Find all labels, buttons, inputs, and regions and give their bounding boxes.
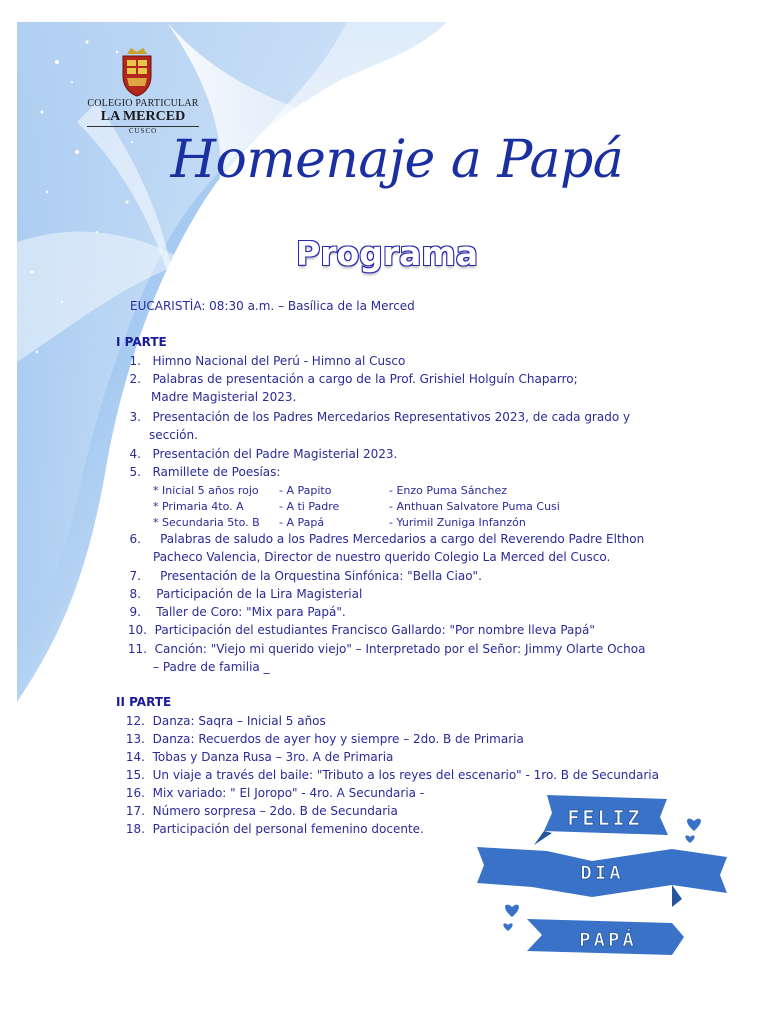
item-text: Presentación de la Orquestina Sinfónica: "Bella Ciao". (160, 569, 482, 583)
list-item (117, 712, 326, 730)
list-item (117, 370, 578, 388)
item-number: 16. (125, 786, 145, 800)
item-number: 10. (127, 623, 147, 637)
item-number: 4. (129, 447, 141, 461)
item-text: Presentación del Padre Magisterial 2023. (152, 447, 398, 461)
list-item (117, 784, 424, 802)
list-item (117, 603, 346, 621)
heart-icon (685, 835, 694, 843)
heart-icon (503, 923, 512, 931)
page-title: Homenaje a Papá (170, 130, 624, 190)
list-item (117, 802, 398, 820)
item-number: 13. (125, 732, 145, 746)
school-name-line2: LA MERCED (100, 109, 186, 124)
item-number: 11. (127, 642, 147, 656)
list-item (117, 730, 524, 748)
item-text: Canción: "Viejo mi querido viejo" – Interpretado por el Señor: Jimmy Olarte Ochoa (154, 642, 646, 656)
poem-reciter: - Yurimil Zuniga Infanzón (389, 516, 526, 529)
list-item (117, 748, 393, 766)
poem-reciter: - Enzo Puma Sánchez (389, 484, 508, 497)
item-number: 5. (129, 465, 141, 479)
item-text-continuation: – Padre de familia _ (153, 660, 270, 674)
list-item (117, 352, 405, 370)
poem-grade: * Primaria 4to. A (153, 500, 244, 513)
item-number: 14. (125, 750, 145, 764)
item-text: Participación del estudiantes Francisco Gallardo: "Por nombre lleva Papá" (154, 623, 595, 637)
item-text: Participación de la Lira Magisterial (156, 587, 363, 601)
item-text: Himno Nacional del Perú - Himno al Cusco (152, 354, 406, 368)
item-number: 8. (129, 587, 141, 601)
list-item (117, 445, 397, 463)
item-text: Mix variado: " El Joropo" - 4ro. A Secundaria - (152, 786, 425, 800)
item-text: Presentación de los Padres Mercedarios Representativos 2023, de cada grado y (152, 410, 631, 424)
item-number: 2. (129, 372, 141, 386)
item-text: Tobas y Danza Rusa – 3ro. A de Primaria (152, 750, 394, 764)
section-heading-part1: I PARTE (116, 335, 167, 349)
item-text: Número sorpresa – 2do. B de Secundaria (152, 804, 398, 818)
item-number: 9. (129, 605, 141, 619)
poem-grade: * Secundaria 5to. B (153, 516, 260, 529)
item-text: Participación del personal femenino docente. (152, 822, 424, 836)
item-text: Ramillete de Poesías: (152, 465, 281, 479)
item-text-continuation: Pacheco Valencia, Director de nuestro querido Colegio La Merced del Cusco. (153, 550, 611, 564)
list-item (117, 820, 424, 838)
item-number: 7. (129, 569, 141, 583)
list-item (117, 640, 645, 658)
ribbon-word-dia: DIA (580, 862, 624, 884)
list-item (117, 530, 644, 548)
page-subtitle: Programa (296, 234, 478, 273)
list-item (117, 766, 659, 784)
item-number: 17. (125, 804, 145, 818)
heart-icon (505, 905, 519, 917)
item-text: Palabras de saludo a los Padres Mercedarios a cargo del Reverendo Padre Elthon (160, 532, 645, 546)
ribbon-word-feliz: FELIZ (567, 806, 643, 830)
item-text-continuation: Madre Magisterial 2023. (151, 390, 297, 404)
poem-title: - A ti Padre (279, 500, 340, 513)
heart-icon (687, 819, 701, 831)
poem-title: - A Papá (279, 516, 325, 529)
section-heading-part2: II PARTE (116, 695, 172, 709)
item-text: Danza: Saqra – Inicial 5 años (152, 714, 326, 728)
program-page (17, 22, 751, 1002)
school-name-city: CUSCO (87, 126, 199, 135)
poem-title: - A Papito (279, 484, 332, 497)
eucaristia-line: EUCARISTÌA: 08:30 a.m. – Basílica de la Merced (130, 299, 415, 313)
list-item (117, 585, 362, 603)
ribbon-word-papa: PAPÁ (579, 929, 637, 951)
item-number: 1. (129, 354, 141, 368)
item-text: Taller de Coro: "Mix para Papá". (156, 605, 346, 619)
school-crest-logo (117, 46, 157, 98)
item-text: Palabras de presentación a cargo de la Prof. Grishiel Holguín Chaparro; (152, 372, 578, 386)
poem-reciter: - Anthuan Salvatore Puma Cusi (389, 500, 560, 513)
list-item (117, 567, 482, 585)
poem-grade: * Inicial 5 años rojo (153, 484, 259, 497)
feliz-dia-papa-ribbon (472, 787, 732, 987)
list-item (117, 408, 630, 426)
list-item (117, 463, 280, 481)
school-name-line1: COLEGIO PARTICULAR (87, 98, 199, 109)
item-text-continuation: sección. (149, 428, 198, 442)
item-number: 6. (129, 532, 141, 546)
item-text: Danza: Recuerdos de ayer hoy y siempre – 2do. B de Primaria (152, 732, 524, 746)
item-number: 12. (125, 714, 145, 728)
item-number: 18. (125, 822, 145, 836)
list-item (117, 621, 595, 639)
item-number: 3. (129, 410, 141, 424)
item-text: Un viaje a través del baile: "Tributo a los reyes del escenario" - 1ro. B de Secundaria (152, 768, 659, 782)
item-number: 15. (125, 768, 145, 782)
